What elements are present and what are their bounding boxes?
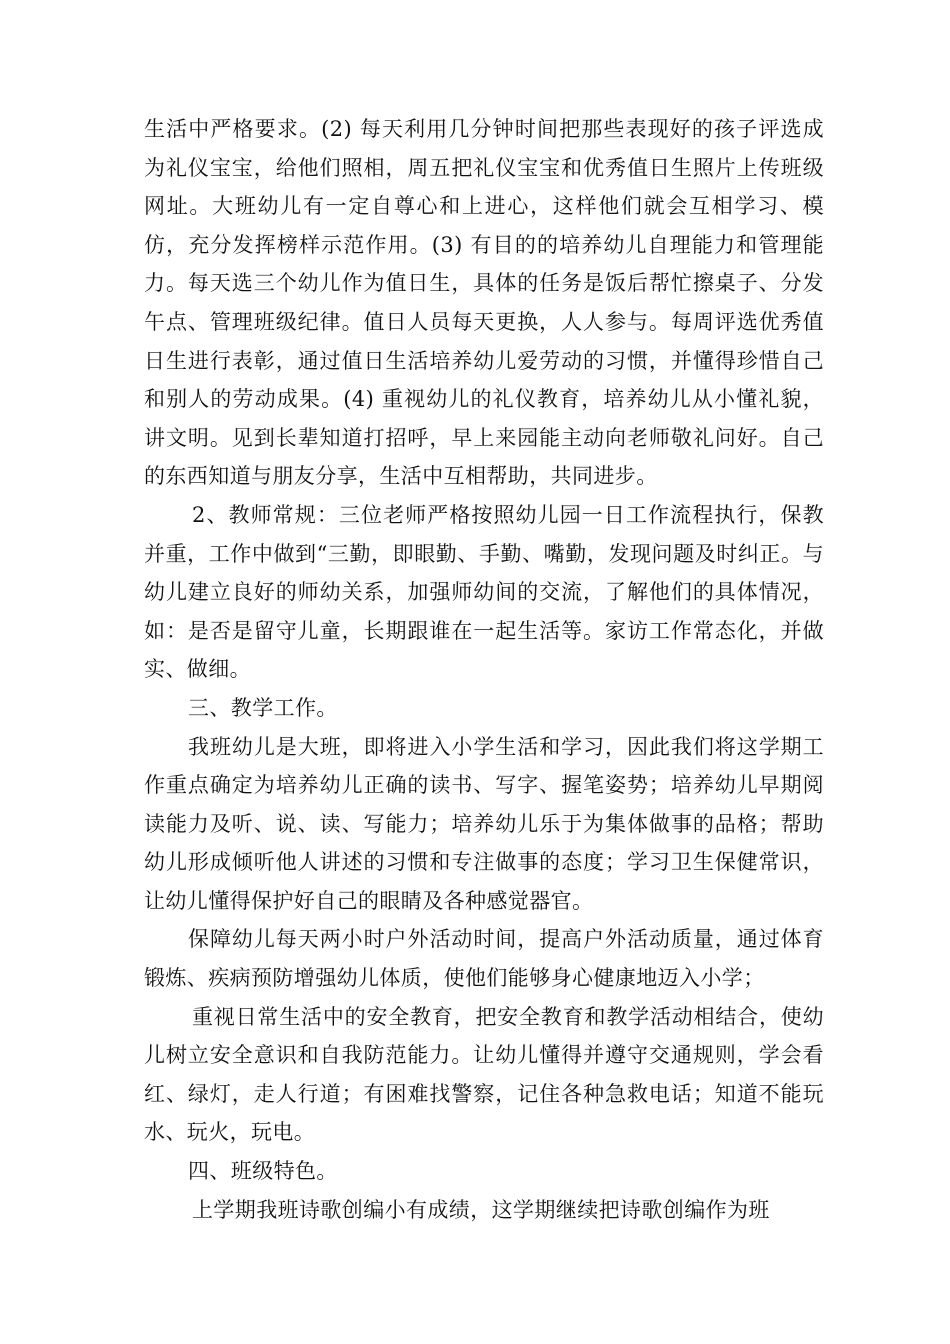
- paragraph-outdoor-activity: 保障幼儿每天两小时户外活动时间，提高户外活动质量，通过体育锻炼、疾病预防增强幼儿体质，使他们能够身心健康地迈入小学；: [144, 927, 824, 991]
- paragraph-etiquette-details: 生活中严格要求。(2) 每天利用几分钟时间把那些表现好的孩子评选成为礼仪宝宝，给他们照相，周五把礼仪宝宝和优秀值日生照片上传班级网址。大班幼儿有一定自尊心和上进心，这样他们就会互相学习、模仿，充分发挥榜样示范作用。(3) 有目的的培养幼儿自理能力和管理能力。每天选三个幼儿作为值日生，具体的任务是饭后帮忙擦桌子、分发午点、管理班级纪律。值日人员每天更换，人人参与。每周评选优秀值日生进行表彰，通过值日生活培养幼儿爱劳动的习惯，并懂得珍惜自己和别人的劳动成果。(4) 重视幼儿的礼仪教育，培养幼儿从小懂礼貌，讲文明。见到长辈知道打招呼，早上来园能主动向老师敬礼问好。自己的东西知道与朋友分享，生活中互相帮助，共同进步。: [144, 117, 824, 489]
- paragraph-teacher-routine: 2、教师常规：三位老师严格按照幼儿园一日工作流程执行，保教并重，工作中做到“三勤，即眼勤、手勤、嘴勤，发现问题及时纠正。与幼儿建立良好的师幼关系，加强师幼间的交流，了解他们的具体情况，如：是否是留守儿童，长期跟谁在一起生活等。家访工作常态化，并做实、做细。: [144, 502, 824, 682]
- document-body: [144, 110, 824, 1229]
- paragraph-poetry-creation: 上学期我班诗歌创编小有成绩，这学期继续把诗歌创编作为班: [192, 1197, 770, 1222]
- section-heading-teaching: 三、教学工作。: [188, 695, 338, 720]
- paragraph-safety-education: 重视日常生活中的安全教育，把安全教育和教学活动相结合，使幼儿树立安全意识和自我防范能力。让幼儿懂得并遵守交通规则，学会看红、绿灯，走人行道；有困难找警察，记住各种急救电话；知道不能玩水、玩火，玩电。: [144, 1004, 824, 1145]
- paragraph-teaching-focus: 我班幼儿是大班，即将进入小学生活和学习，因此我们将这学期工作重点确定为培养幼儿正确的读书、写字、握笔姿势；培养幼儿早期阅读能力及听、说、读、写能力；培养幼儿乐于为集体做事的品格；帮助幼儿形成倾听他人讲述的习惯和专注做事的态度；学习卫生保健常识，让幼儿懂得保护好自己的眼睛及各种感觉器官。: [144, 734, 824, 913]
- section-heading-class-feature: 四、班级特色。: [188, 1159, 338, 1184]
